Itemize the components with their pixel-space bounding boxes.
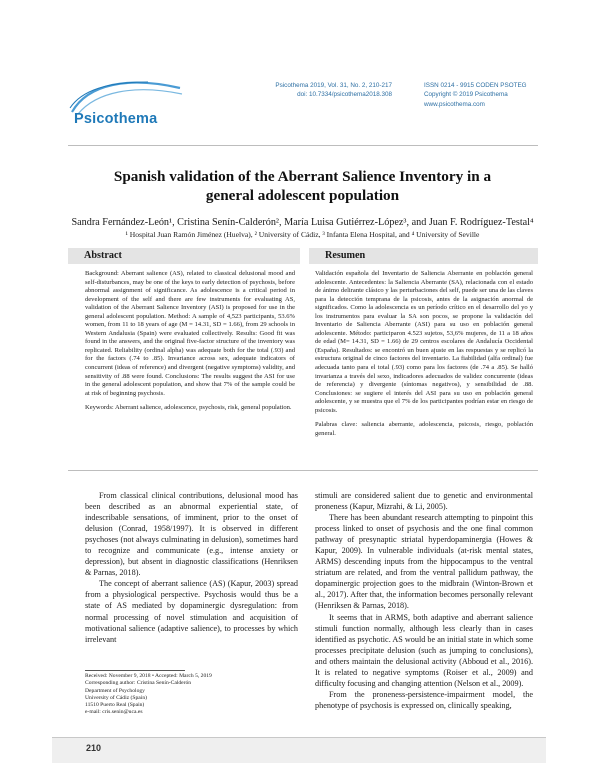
issn-block [424,81,534,109]
department: Department of Psychology [85,687,145,694]
journal-volume-line: Psicothema 2019, Vol. 31, No. 2, 210-217 [275,82,392,89]
website-link[interactable]: www.psicothema.com [424,100,485,108]
logo-wordmark: Psicothema [74,111,158,127]
journal-logo [68,78,186,140]
journal-citation [262,81,392,100]
body-paragraph: The concept of aberrant salience (AS) (Kapur, 2003) spread from a physiological perspective. Psychosis would thus be a state of AS mediated by dopaminergic dysregulation: from normal processing of novel stimulation and acquisition of motivational salience (adaptive salience), to processes by which irrelevant [85,579,298,644]
issn-line: ISSN 0214 - 9915 CODEN PSOTEG [424,82,527,89]
abstract-heading-bar [68,248,300,264]
page-number: 210 [86,743,102,753]
page-footer-rule [52,737,546,738]
email-link[interactable]: e-mail: cris.senin@uca.es [85,709,143,716]
corresponding-author: Corresponding author: Cristina Senín-Calderón [85,680,192,687]
footnote-divider [85,670,185,671]
resumen-paragraph: Validación española del Inventario de Saliencia Aberrante en población general adolescente. Antecedentes: la Saliencia Aberrante (SA), relacionada con el estado de ánimo delirante clásico y las perturbaciones del self, puede ser una de las claves para la detección temprana de la psicosis, antes de la asignación anormal de significados. Como la adolescencia es un período crítico en el desarrollo del yo y los instrumentos para evaluar la SA son pocos, se propone la validación del Inventario de Saliencia Aberrante (ASI) para su uso en población general adolescente. Método: participaron 4.523 sujetos, 53,6% mujeres, de 11 a 18 años de edad (M= 14.31, SD = 1.66) de 29 centros escolares de Andalucía Occidental (España). Resultados: se encontró un buen ajuste en las respuestas y se replicó la estructura original de cinco factores del inventario. La fiabilidad (alfa ordinal) fue adecuada tanto para el total (.93) como para los factores (de .74 a .85). Se halló invarianza a través del sexo, indicadores adecuados de validez concurrente (ideas de referencia) y divergente (síntomas negativos), y sensibilidad de .88. Conclusiones: se sugiere el interés del ASI para su uso en población general adolescente, y se muestra que el 7% de los participantes podrían estar en riesgo de psicosis. [315,270,533,414]
abstract-keywords: Keywords: Aberrant salience, adolescence, psychosis, risk, general population. [85,404,292,412]
address: 11510 Puerto Real (Spain) [85,702,145,709]
doi-line[interactable]: doi: 10.7334/psicothema2018.308 [297,91,392,99]
copyright-line: Copyright © 2019 Psicothema [424,91,508,99]
abstract-paragraph: Background: Aberrant salience (AS), related to classical delusional mood and self-disturbances, may be one of the keys to early detection of psychosis, before abnormal assignment of significance. As adolescence is a critical period in development of the self and there are few instruments for evaluating AS, validation of the Aberrant Salience Inventory (ASI) is proposed for use in the general adolescent population. Method: A sample of 4,523 participants, 53.6% women, from 11 to 18 years of age (M = 14.31, SD = 1.66), from 29 schools in Western Andalusia (Spain) were evaluated collectively. Results: Good fit was found in the answers, and the original five-factor structure of the inventory was replicated. Reliability (ordinal alpha) was adequate both for the total (.93) and for the factors (.74 to .85). Invariance across sex, adequate indicators of concurrent (ideas of reference) and divergent (negative symptoms) validity, and sensitivity of .88 were found. Conclusions: The results suggest the ASI for use in the general adolescent population, and show that 7% of the sample could be at risk of beginning psychosis. [85,270,295,397]
body-left-column [85,490,298,645]
received-dates: Received: November 9, 2018 • Accepted: March 5, 2019 [85,673,212,679]
university: University of Cádiz (Spain) [85,694,147,701]
abstract-heading: Abstract [84,250,122,261]
resumen-keywords: Palabras clave: saliencia aberrante, adolescencia, psicosis, riesgo, población general. [315,421,533,437]
page-footer-band [52,737,546,763]
author-list: Sandra Fernández-León¹, Cristina Senín-Calderón², María Luisa Gutiérrez-López³, and Juan F. Rodríguez-Testal⁴ [71,217,534,228]
body-paragraph: There has been abundant research attempting to pinpoint this process linked to onset of psychosis and the one final common pathway of presynaptic striatal hyperdopaminergia (Howes & Kapur, 2009). In vulnerable individuals (at-risk mental states, ARMS) descending inputs from the hippocampus to the ventral striatum are related, and from the ventral pallidum pathway, the dopaminergic projection goes to the midbrain (Winton-Brown et al., 2017). After that, the information becomes personally relevant (Henriksen & Parnas, 2018). [315,513,533,611]
abstract-divider [68,470,538,471]
abstract-text [85,270,295,413]
resumen-heading-bar [309,248,538,264]
article-title: Spanish validation of the Aberrant Salience Inventory in a general adolescent population [113,168,492,204]
correspondence-footnote [85,673,298,717]
affiliations: ¹ Hospital Juan Ramón Jiménez (Huelva), ² University of Cádiz, ³ Infanta Elena Hospital, and ⁴ University of Seville [125,230,480,239]
body-paragraph: From classical clinical contributions, delusional mood has been described as an abnormal experiential state, of indescribable sensations, of imminent, prior to the onset of delusion (Conrad, 1958/1997). It is observed in different psychoses (not always culminating in delusion), sometimes hard to recognize and communicate (e.g., intense anxiety or depression), but absent in diagnostic classifications (Henriksen & Parnas, 2018). [85,491,298,578]
body-paragraph: It seems that in ARMS, both adaptive and aberrant salience stimuli function normally, although less clearly than in cases identified as psychotic. AS would be an initial state in which some processes precipitate delusion (such as jumping to conclusions), and others maintain the delusional activity (Abboud et al., 2016). It is related to negative symptoms (Roiser et al., 2009) and difficulty focusing and changing attention (Nelson et al., 2009). [315,612,533,688]
body-right-column [315,490,533,711]
resumen-text [315,270,533,438]
resumen-heading: Resumen [325,250,366,261]
header-divider [68,145,538,146]
body-paragraph: From the proneness-persistence-impairment model, the phenotype of psychosis is expressed on, clinically speaking, [315,689,533,710]
body-paragraph: stimuli are considered salient due to genetic and environmental proneness (Kapur, Mizrahi, & Li, 2005). [315,491,533,512]
